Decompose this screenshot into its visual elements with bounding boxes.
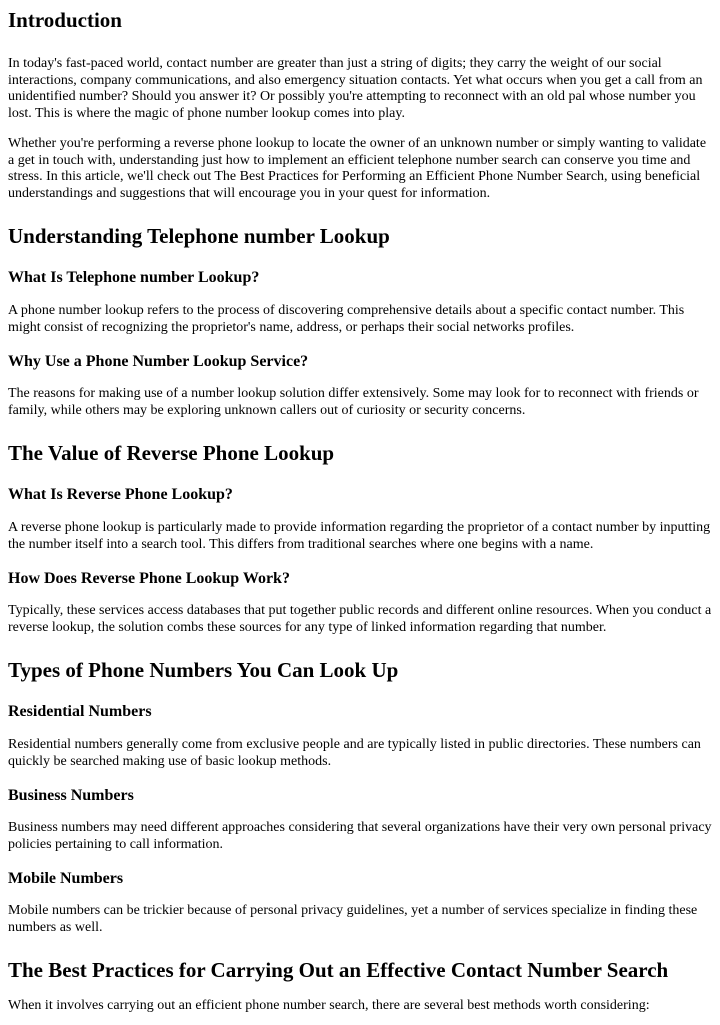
article [0,8,720,1015]
residential-heading: Residential Numbers [8,703,152,720]
number-types-heading: Types of Phone Numbers You Can Look Up [8,658,399,682]
what-is-lookup-heading: What Is Telephone number Lookup? [8,269,260,286]
residential-text: Residential numbers generally come from exclusive people and are typically listed in public directories. These numbers can quickly be searched making use of basic lookup methods. [8,737,701,769]
best-practices-intro: When it involves carrying out an efficient phone number search, there are several best methods worth considering: [8,998,650,1013]
best-practices-heading: The Best Practices for Carrying Out an Effective Contact Number Search [8,958,669,982]
business-heading: Business Numbers [8,787,134,804]
how-reverse-works-text: Typically, these services access databases that put together public records and different online resources. When you conduct a reverse lookup, the solution combs these sources for any type of linked information regarding that number. [8,603,712,635]
why-use-lookup-text: The reasons for making use of a number lookup solution differ extensively. Some may look for to reconnect with friends or family, while others may be exploring unknown callers out of curiosity or security concerns. [8,386,699,418]
what-is-reverse-text: A reverse phone lookup is particularly made to provide information regarding the proprietor of a contact number by inputting the number itself into a search tool. This differs from traditional searches where one begins with a name. [8,520,711,552]
intro-paragraph-2: Whether you're performing a reverse phone lookup to locate the owner of an unknown number or simply wanting to validate a get in touch with, understanding just how to implement an efficient telephone number search can conserve you time and stress. In this article, we'll check out The Best Practices for Performing an Efficient Phone Number Search, using beneficial understandings and suggestions that will encourage you in your quest for information. [8,136,707,201]
what-is-lookup-text: A phone number lookup refers to the process of discovering comprehensive details about a specific contact number. This might consist of recognizing the proprietor's name, address, or perhaps their social networks profiles. [8,303,685,335]
what-is-reverse-heading: What Is Reverse Phone Lookup? [8,486,233,503]
mobile-heading: Mobile Numbers [8,870,124,887]
how-reverse-works-heading: How Does Reverse Phone Lookup Work? [8,570,290,587]
business-text: Business numbers may need different approaches considering that several organizations have their very own personal privacy policies pertaining to call information. [8,820,712,852]
reverse-lookup-heading: The Value of Reverse Phone Lookup [8,441,335,465]
intro-heading: Introduction [8,8,122,32]
understanding-heading: Understanding Telephone number Lookup [8,224,390,248]
mobile-text: Mobile numbers can be trickier because of personal privacy guidelines, yet a number of services specialize in finding these numbers as well. [8,903,698,935]
intro-paragraph-1: In today's fast-paced world, contact number are greater than just a string of digits; they carry the weight of our social interactions, company communications, and also emergency situation contacts. Yet what occurs when you get a call from an unidentified number? Should you answer it? Or possibly you're attempting to reconnect with an old pal whose number you lost. This is where the magic of phone number lookup comes into play. [8,56,703,121]
why-use-lookup-heading: Why Use a Phone Number Lookup Service? [8,353,309,370]
